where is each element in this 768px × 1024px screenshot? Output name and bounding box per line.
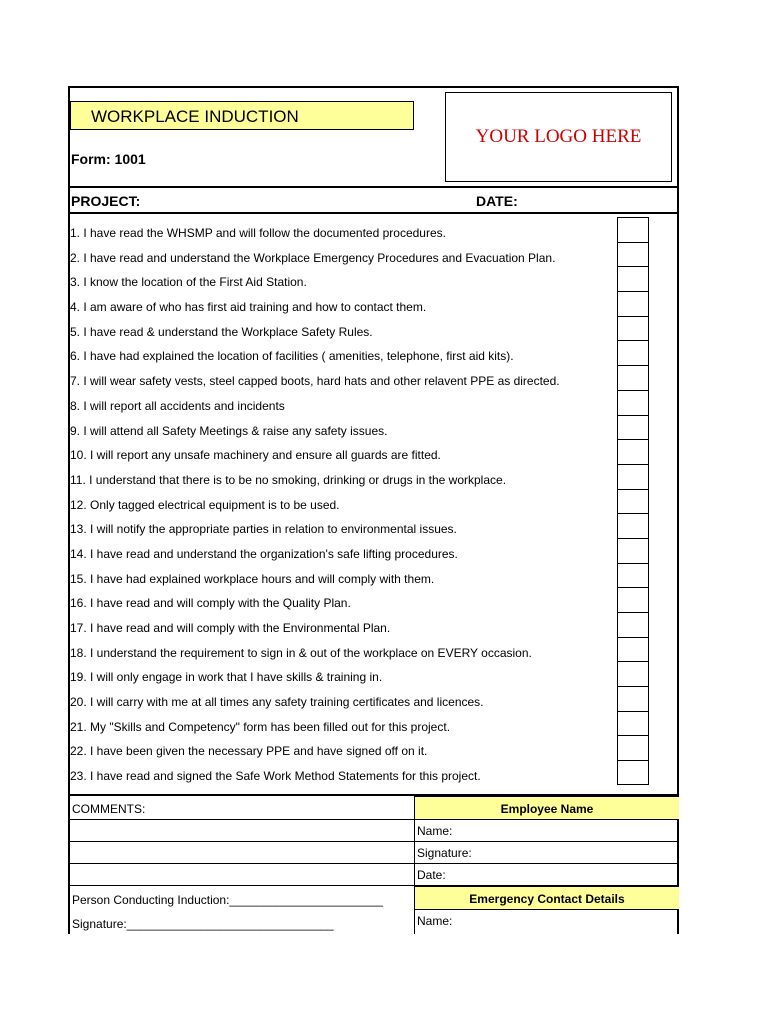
item-checkbox[interactable] (617, 489, 649, 514)
signature-field[interactable]: Signature:_______________________________ (72, 917, 334, 931)
checklist-item: 7. I will wear safety vests, steel capped boots, hard hats and other relavent PPE as directed. (70, 374, 560, 389)
divider (68, 186, 679, 188)
form-number: Form: 1001 (71, 151, 146, 167)
emergency-name-field[interactable]: Name: (414, 910, 679, 934)
item-checkbox[interactable] (617, 316, 649, 341)
checklist-item: 3. I know the location of the First Aid Station. (70, 275, 307, 290)
date-label: DATE: (476, 193, 518, 209)
item-checkbox[interactable] (617, 661, 649, 686)
comments-field[interactable] (70, 864, 414, 886)
checklist-item: 4. I am aware of who has first aid training and how to contact them. (70, 300, 427, 315)
item-checkbox[interactable] (617, 735, 649, 760)
checklist-item: 1. I have read the WHSMP and will follow the documented procedures. (70, 226, 446, 240)
induction-checklist (70, 221, 615, 789)
checklist-item: 9. I will attend all Safety Meetings & raise any safety issues. (70, 423, 388, 438)
checklist-item: 22. I have been given the necessary PPE and have signed off on it. (70, 744, 428, 759)
checklist-item: 11. I understand that there is to be no smoking, drinking or drugs in the workplace. (70, 472, 507, 487)
checklist-item: 8. I will report all accidents and incidents (70, 398, 285, 413)
item-checkbox[interactable] (617, 439, 649, 464)
checklist-item: 23. I have read and signed the Safe Work Method Statements for this project. (70, 769, 481, 784)
comments-field[interactable] (70, 842, 414, 864)
item-checkbox[interactable] (617, 686, 649, 711)
checklist-item: 18. I understand the requirement to sign in & out of the workplace on EVERY occasion. (70, 645, 532, 660)
divider (68, 212, 679, 214)
project-label: PROJECT: (71, 193, 141, 209)
checklist-item: 10. I will report any unsafe machinery and ensure all guards are fitted. (70, 448, 441, 463)
emergency-contact-header: Emergency Contact Details (414, 886, 679, 910)
checklist-item: 14. I have read and understand the organization's safe lifting procedures. (70, 546, 458, 561)
item-checkbox[interactable] (617, 365, 649, 390)
item-checkbox[interactable] (617, 538, 649, 563)
item-checkbox[interactable] (617, 563, 649, 588)
item-checkbox[interactable] (617, 291, 649, 316)
employee-date-field[interactable]: Date: (414, 864, 679, 886)
logo-placeholder (445, 92, 672, 182)
checklist-item: 19. I will only engage in work that I have skills & training in. (70, 670, 383, 685)
comments-label: COMMENTS: (70, 798, 414, 820)
item-checkbox[interactable] (617, 513, 649, 538)
item-checkbox[interactable] (617, 637, 649, 662)
checklist-item: 12. Only tagged electrical equipment is to be used. (70, 497, 340, 512)
bottom-section (68, 794, 679, 931)
employee-name-field[interactable]: Name: (414, 820, 679, 842)
checklist-item: 16. I have read and will comply with the Quality Plan. (70, 596, 351, 611)
item-checkbox[interactable] (617, 390, 649, 415)
item-checkbox[interactable] (617, 266, 649, 291)
employee-name-header: Employee Name (414, 796, 679, 820)
logo-text: YOUR LOGO HERE (475, 126, 642, 147)
checklist-item: 2. I have read and understand the Workplace Emergency Procedures and Evacuation Plan. (70, 250, 556, 265)
checklist-item: 13. I will notify the appropriate parties in relation to environmental issues. (70, 522, 457, 537)
item-checkbox[interactable] (617, 415, 649, 440)
checklist-item: 21. My "Skills and Competency" form has been filled out for this project. (70, 719, 451, 734)
checkbox-column (617, 217, 649, 785)
item-checkbox[interactable] (617, 711, 649, 736)
form-title: WORKPLACE INDUCTION (70, 101, 414, 130)
item-checkbox[interactable] (617, 587, 649, 612)
checklist-item: 20. I will carry with me at all times any safety training certificates and licences. (70, 695, 484, 710)
item-checkbox[interactable] (617, 760, 649, 785)
checklist-item: 17. I have read and will comply with the Environmental Plan. (70, 621, 391, 635)
item-checkbox[interactable] (617, 612, 649, 637)
item-checkbox[interactable] (617, 464, 649, 489)
comments-field[interactable] (70, 820, 414, 842)
employee-signature-field[interactable]: Signature: (414, 842, 679, 864)
item-checkbox[interactable] (617, 217, 649, 242)
checklist-item: 6. I have had explained the location of facilities ( amenities, telephone, first aid kits). (70, 349, 514, 364)
item-checkbox[interactable] (617, 340, 649, 365)
checklist-item: 15. I have had explained workplace hours and will comply with them. (70, 571, 435, 586)
person-conducting-field[interactable]: Person Conducting Induction:_______________________ (72, 893, 383, 907)
checklist-item: 5. I have read & understand the Workplace Safety Rules. (70, 324, 373, 339)
item-checkbox[interactable] (617, 242, 649, 267)
